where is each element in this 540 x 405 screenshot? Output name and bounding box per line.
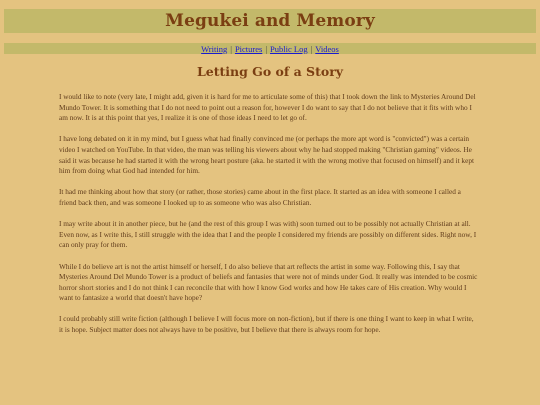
post-paragraph: I could probably still write fiction (although I believe I will focus more on non-fiction), but if there is one thing I want to keep in what I write, it is hope. Subject matter does not always have to be positive, but I believe that there is always room for hope. [59,314,474,335]
post-title: Letting Go of a Story [196,64,344,79]
site-header [4,9,536,33]
nav-link-writing[interactable]: Writing [201,43,228,54]
nav-link-pictures[interactable]: Pictures [234,43,263,54]
nav-separator: | [230,43,232,54]
nav-bar [4,43,536,54]
post-paragraph: I would like to note (very late, I might add, given it is hard for me to articulate some of this) that I took down the link to Mysteries Around Del Mundo Tower. It is something that I do not need to point out a reason for, however I do want to say that I do not believe that it fits with who I am now. It is at this point that yes, I realize it is one of those ideas I need to let go of. [59,92,476,123]
post-paragraph: It had me thinking about how that story (or rather, those stories) came about in the first place. It started as an idea with someone I called a friend back then, and was someone I looked up to as someone who was also Christian. [59,187,461,207]
post-paragraph: I may write about it in another piece, but he (and the rest of this group I was with) soon turned out to be possibly not actually Christian at all. Even now, as I write this, I still struggle with the idea that I and the people I considered my friends are possibly on different sides. Right now, I can only pray for them. [59,219,477,250]
nav-link-public-log[interactable]: Public Log [270,43,308,54]
nav-separator: | [310,43,313,54]
site-title: Megukei and Memory [165,11,375,31]
post-paragraph: I have long debated on it in my mind, but I guess what had finally convinced me (or perhaps the more apt word is "convicted") was a certain video I watched on YouTube. In that video, the man was telling his viewers about why he had stopped making "Christian gaming" videos. He said it was because he had started it with the wrong heart posture (aka. he started it with the wrong motive that focused on himself) and it kept him from doing what God had intended for him. [59,134,474,176]
nav-separator: | [265,43,268,54]
post-body [59,92,479,346]
nav-link-videos[interactable]: Videos [315,43,339,54]
post-paragraph: While I do believe art is not the artist himself or herself, I do also believe that art reflects the artist in some way. Following this, I say that Mysteries Around Del Mundo Tower is a product of beliefs and fantasies that were not of minds under God. It really was intended to be cosmic horror short stories and I do not think I can reconcile that with how I know God works and how He takes care of His creation. Why would I want to fantasize a world that doesn't have hope? [59,261,478,303]
